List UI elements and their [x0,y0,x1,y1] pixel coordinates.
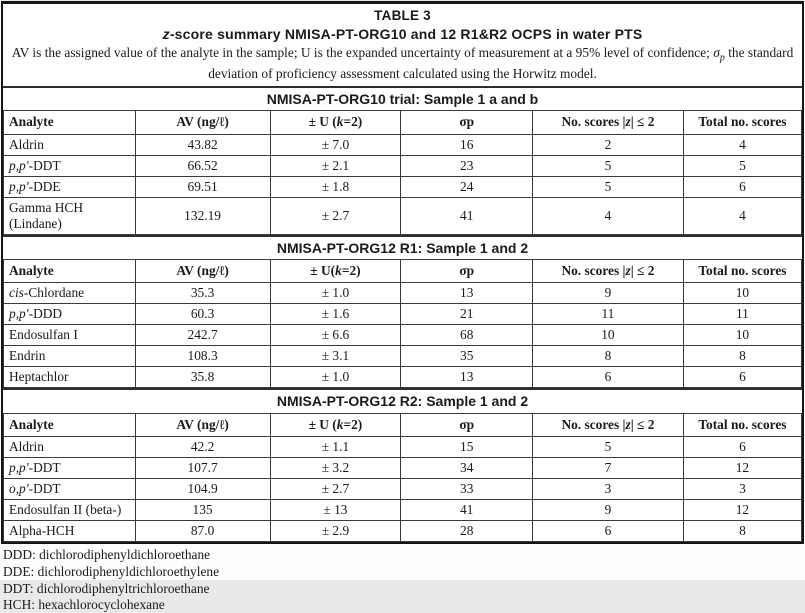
cell-total: 5 [683,155,801,176]
table-row [4,499,802,520]
cell-scores: 11 [533,304,684,325]
cell-sigma: 28 [401,520,533,541]
footnote-ddt: DDT: dichlorodiphenyltrichloroethane [3,580,210,596]
cell-sigma: 23 [401,155,533,176]
cell-av: 43.82 [135,134,270,155]
cell-uncertainty: ± 2.7 [270,478,401,499]
col-header-analyte: Analyte [4,413,136,436]
cell-av: 42.2 [135,436,270,457]
table-row [4,478,802,499]
table-row [4,367,802,388]
cell-av: 35.3 [135,283,270,304]
cell-av: 132.19 [135,197,270,234]
cell-uncertainty: ± 7.0 [270,134,401,155]
cell-av: 69.51 [135,176,270,197]
col-header-sigma: σp [401,413,533,436]
table-row [4,304,802,325]
cell-total: 10 [683,283,801,304]
cell-av: 66.52 [135,155,270,176]
cell-analyte: Endrin [4,346,136,367]
col-header-av: AV (ng/ℓ) [135,260,270,283]
cell-analyte: p,p'-DDE [4,176,136,197]
cell-total: 6 [683,367,801,388]
cell-sigma: 13 [401,367,533,388]
table-description [9,44,796,83]
footnote-hch: HCH: hexachlorocyclohexane [3,597,165,613]
cell-uncertainty: ± 1.0 [270,367,401,388]
cell-uncertainty: ± 1.8 [270,176,401,197]
cell-av: 107.7 [135,457,270,478]
cell-total: 8 [683,346,801,367]
cell-total: 6 [683,436,801,457]
cell-av: 242.7 [135,325,270,346]
table-row [4,283,802,304]
description-part1: AV is the assigned value of the analyte in the sample; U is the expanded uncertainty of measurement at a 95% level of confidence; [11,44,714,60]
cell-scores: 6 [533,367,684,388]
column-header-row [4,111,802,134]
cell-scores: 3 [533,478,684,499]
col-header-total: Total no. scores [683,111,801,134]
col-header-av: AV (ng/ℓ) [135,111,270,134]
table-row [4,197,802,234]
table-3-container [1,1,804,544]
cell-uncertainty: ± 3.1 [270,346,401,367]
cell-sigma: 15 [401,436,533,457]
col-header-uncertainty: ± U (k=2) [270,111,401,134]
cell-sigma: 35 [401,346,533,367]
cell-analyte: Endosulfan II (beta-) [4,499,136,520]
cell-uncertainty: ± 13 [270,499,401,520]
col-header-uncertainty: ± U(k=2) [270,260,401,283]
cell-total: 12 [683,499,801,520]
cell-analyte: Gamma HCH (Lindane) [4,197,136,234]
cell-sigma: 68 [401,325,533,346]
cell-av: 104.9 [135,478,270,499]
table-org12-r2 [3,413,802,542]
col-header-total: Total no. scores [683,260,801,283]
table-title [9,25,796,43]
table-row [4,520,802,541]
cell-total: 10 [683,325,801,346]
cell-analyte: Aldrin [4,134,136,155]
cell-av: 108.3 [135,346,270,367]
cell-scores: 5 [533,176,684,197]
document-page [0,1,805,613]
cell-uncertainty: ± 2.9 [270,520,401,541]
footnote-dde: DDE: dichlorodiphenyldichloroethylene [3,563,220,579]
cell-scores: 9 [533,283,684,304]
table-org12-r1 [3,259,802,388]
col-header-analyte: Analyte [4,111,136,134]
title-italic-z: z [162,25,170,42]
cell-sigma: 41 [401,499,533,520]
table-number-heading: TABLE 3 [374,8,431,23]
cell-analyte: Endosulfan I [4,325,136,346]
cell-uncertainty: ± 6.6 [270,325,401,346]
cell-uncertainty: ± 2.7 [270,197,401,234]
sigma-subscript: p [719,52,725,64]
table-row [4,176,802,197]
cell-total: 12 [683,457,801,478]
col-header-av: AV (ng/ℓ) [135,413,270,436]
cell-analyte: p,p'-DDD [4,304,136,325]
table-row [4,155,802,176]
cell-av: 35.8 [135,367,270,388]
cell-analyte: cis-Chlordane [4,283,136,304]
cell-analyte: Heptachlor [4,367,136,388]
title-text: -score summary NMISA-PT-ORG10 and 12 R1&R2 OCPS in water PTS [169,25,643,42]
cell-analyte: Alpha-HCH [4,520,136,541]
cell-sigma: 24 [401,176,533,197]
col-header-scores: No. scores |z| ≤ 2 [533,111,684,134]
cell-sigma: 13 [401,283,533,304]
cell-total: 8 [683,520,801,541]
cell-analyte: Aldrin [4,436,136,457]
column-header-row [4,413,802,436]
cell-total: 3 [683,478,801,499]
footnote-ddd: DDD: dichlorodiphenyldichloroethane [3,547,211,563]
cell-scores: 8 [533,346,684,367]
cell-sigma: 41 [401,197,533,234]
col-header-scores: No. scores |z| ≤ 2 [533,260,684,283]
cell-scores: 4 [533,197,684,234]
cell-sigma: 34 [401,457,533,478]
table-row [4,436,802,457]
cell-scores: 10 [533,325,684,346]
cell-av: 135 [135,499,270,520]
section-header-org10: NMISA-PT-ORG10 trial: Sample 1 a and b [3,86,802,110]
col-header-analyte: Analyte [4,260,136,283]
table-row [4,346,802,367]
cell-total: 6 [683,176,801,197]
section-header-org12-r2: NMISA-PT-ORG12 R2: Sample 1 and 2 [3,388,802,412]
cell-total: 11 [683,304,801,325]
cell-analyte: p,p'-DDT [4,457,136,478]
table-row [4,325,802,346]
section-header-org12-r1: NMISA-PT-ORG12 R1: Sample 1 and 2 [3,235,802,259]
cell-scores: 9 [533,499,684,520]
cell-scores: 5 [533,155,684,176]
cell-sigma: 21 [401,304,533,325]
cell-total: 4 [683,134,801,155]
col-header-sigma: σp [401,111,533,134]
col-header-scores: No. scores |z| ≤ 2 [533,413,684,436]
cell-total: 4 [683,197,801,234]
table-footnotes [0,544,805,613]
cell-analyte: p,p'-DDT [4,155,136,176]
table-row [4,457,802,478]
cell-uncertainty: ± 2.1 [270,155,401,176]
cell-uncertainty: ± 1.0 [270,283,401,304]
sigma-symbol: σ [713,44,720,60]
table-row [4,134,802,155]
cell-uncertainty: ± 1.1 [270,436,401,457]
table-title-block [3,4,802,86]
cell-scores: 7 [533,457,684,478]
cell-sigma: 16 [401,134,533,155]
description-part2: the standard deviation of proficiency assessment calculated using the Horwitz model. [208,44,794,82]
cell-uncertainty: ± 3.2 [270,457,401,478]
col-header-total: Total no. scores [683,413,801,436]
cell-av: 87.0 [135,520,270,541]
cell-scores: 5 [533,436,684,457]
cell-uncertainty: ± 1.6 [270,304,401,325]
cell-av: 60.3 [135,304,270,325]
col-header-uncertainty: ± U (k=2) [270,413,401,436]
col-header-sigma: σp [401,260,533,283]
cell-scores: 6 [533,520,684,541]
cell-analyte: o,p'-DDT [4,478,136,499]
column-header-row [4,260,802,283]
cell-scores: 2 [533,134,684,155]
table-org10 [3,110,802,234]
cell-sigma: 33 [401,478,533,499]
